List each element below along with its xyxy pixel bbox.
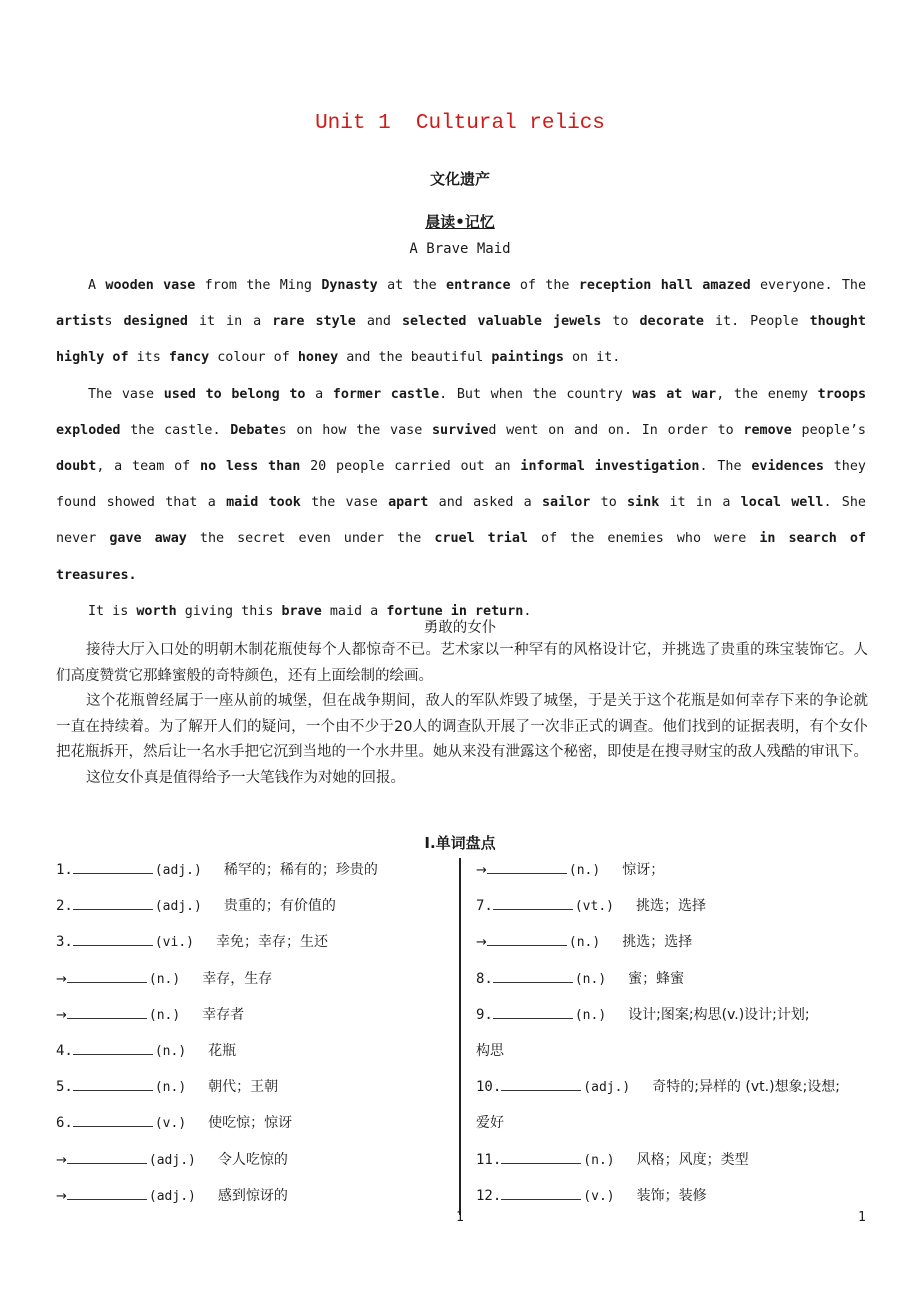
- part-of-speech: (n.): [574, 971, 607, 987]
- page-number-right: 1: [858, 1210, 866, 1225]
- passage-text: it. People: [704, 314, 810, 330]
- part-of-speech: (adj.): [148, 1188, 196, 1204]
- answer-blank[interactable]: [501, 1076, 581, 1091]
- part-of-speech: (n.): [568, 863, 601, 878]
- answer-blank[interactable]: [501, 1149, 581, 1164]
- meaning: 幸存者: [202, 1006, 245, 1023]
- answer-blank[interactable]: [73, 1040, 153, 1055]
- item-number: 12.: [476, 1187, 502, 1204]
- item-number: 7.: [476, 898, 493, 915]
- passage-text: s: [104, 314, 124, 330]
- key-phrase: was at war: [632, 386, 717, 402]
- item-number: 6.: [56, 1115, 73, 1132]
- key-phrase: local well: [740, 495, 824, 511]
- answer-blank[interactable]: [67, 968, 147, 983]
- vocab-item: [476, 1181, 876, 1217]
- passage-text: .: [523, 603, 532, 619]
- part-of-speech: (adj.): [148, 1152, 196, 1168]
- translation-paragraph-1: 接待大厅入口处的明朝木制花瓶使每个人都惊奇不已。艺术家以一种罕有的风格设计它，并挑选了贵重的珠宝装饰它。人们高度赞赏它那蜂蜜般的奇特颜色，还有上面绘制的绘画。: [56, 642, 868, 684]
- key-phrase: fancy: [168, 350, 210, 366]
- passage-text: colour of: [209, 350, 298, 366]
- passage-text: it in a: [659, 495, 741, 511]
- english-passage: [56, 268, 866, 630]
- column-divider: [459, 858, 461, 1215]
- passage-text: the secret even under the: [186, 531, 435, 547]
- part-of-speech: (n.): [148, 971, 181, 987]
- answer-blank[interactable]: [487, 931, 567, 946]
- vocab-item: [476, 855, 876, 891]
- section-heading: 晨读•记忆: [425, 213, 495, 231]
- part-of-speech: (n.): [583, 1152, 615, 1168]
- key-phrase: artist: [56, 314, 105, 330]
- key-phrase: selected valuable jewels: [402, 314, 602, 330]
- translation-title: 勇敢的女仆: [423, 620, 497, 636]
- part-of-speech: (n.): [148, 1007, 181, 1023]
- meaning: 幸免；幸存；生还: [216, 934, 328, 951]
- vocab-item: [476, 1145, 876, 1181]
- passage-paragraph-1: [56, 268, 866, 377]
- vocab-item: [56, 964, 451, 1000]
- key-phrase: brave: [281, 603, 322, 619]
- key-phrase: sailor: [542, 495, 591, 511]
- passage-text: and: [355, 314, 402, 330]
- key-phrase: decorate: [639, 314, 704, 330]
- vocab-item: [476, 927, 876, 963]
- arrow-icon: →: [476, 935, 487, 951]
- part-of-speech: (adj.): [154, 863, 202, 878]
- answer-blank[interactable]: [67, 1185, 147, 1200]
- passage-text: d went on and on. In order to: [488, 422, 744, 438]
- answer-blank[interactable]: [487, 859, 567, 874]
- passage-text: to: [590, 495, 628, 511]
- answer-blank[interactable]: [67, 1004, 147, 1019]
- arrow-icon: →: [56, 1188, 67, 1204]
- key-phrase: designed: [123, 314, 188, 330]
- passage-text: it in a: [187, 314, 273, 330]
- part-of-speech: (adj.): [583, 1080, 631, 1096]
- item-number: 8.: [476, 970, 493, 987]
- answer-blank[interactable]: [493, 968, 573, 983]
- translation-paragraph-3: 这位女仆真是值得给予一大笔钱作为对她的回报。: [86, 769, 405, 786]
- vocab-item: [56, 1145, 451, 1181]
- passage-text: everyone. The: [750, 278, 867, 293]
- passage-text: and asked a: [428, 495, 542, 511]
- item-number: 11.: [476, 1151, 502, 1168]
- passage-text: . The: [699, 459, 752, 475]
- passage-text: they found showed that a: [56, 459, 866, 511]
- passage-text: It is: [88, 603, 137, 619]
- vocab-item: [476, 964, 876, 1000]
- part-of-speech: (vt.): [574, 899, 614, 915]
- key-phrase: survive: [431, 422, 489, 438]
- key-phrase: former castle: [332, 386, 440, 402]
- passage-text: its: [128, 350, 169, 366]
- key-phrase: wooden vase: [105, 278, 196, 293]
- meaning: 稀罕的；稀有的；珍贵的: [223, 862, 378, 878]
- vocab-item: [56, 927, 451, 963]
- passage-text: A: [88, 278, 106, 293]
- passage-text: , a team of: [96, 459, 201, 475]
- key-phrase: troops exploded: [56, 386, 867, 438]
- answer-blank[interactable]: [73, 1076, 153, 1091]
- meaning: 爱好: [476, 1115, 504, 1132]
- translation-paragraph-2: 这个花瓶曾经属于一座从前的城堡，但在战争期间，敌人的军队炸毁了城堡，于是关于这个花瓶是如何幸存下来的争论就一直在持续着。为了解开人们的疑问，一个由不少于20人的调查队开展了一次非正式的调查。他们找到的证据表明，有个女仆把花瓶拆开，然后让一名水手把它沉到当地的一个水井里。她从来没有泄露这个秘密，即使是在搜寻财宝的敌人残酷的审讯下。: [56, 693, 868, 761]
- vocab-item: [476, 1108, 876, 1144]
- part-of-speech: (v.): [583, 1188, 615, 1204]
- meaning: 使吃惊；惊讶: [208, 1115, 293, 1132]
- unit-subtitle: 文化遗产: [429, 170, 490, 188]
- passage-text: The vase: [88, 386, 164, 402]
- key-phrase: paintings: [491, 350, 564, 366]
- key-phrase: remove: [743, 422, 792, 438]
- key-phrase: informal investigation: [520, 459, 700, 475]
- passage-text: 20 people carried out an: [300, 459, 521, 475]
- meaning: 挑选；选择: [636, 898, 706, 915]
- vocab-item: [476, 1000, 876, 1036]
- passage-text: the vase: [300, 495, 389, 511]
- passage-text: from the Ming: [195, 278, 322, 293]
- key-phrase: cruel trial: [434, 531, 528, 547]
- meaning: 令人吃惊的: [217, 1151, 288, 1168]
- key-phrase: apart: [388, 495, 429, 511]
- key-phrase: Dynasty: [321, 278, 378, 293]
- passage-text: , the enemy: [716, 386, 818, 402]
- meaning: 感到惊讶的: [217, 1187, 288, 1204]
- key-phrase: fortune in return: [386, 603, 524, 619]
- key-phrase: doubt: [56, 459, 97, 475]
- meaning: 奇特的;异样的 (vt.)想象;设想;: [652, 1079, 841, 1096]
- passage-text: people’s: [791, 422, 866, 438]
- vocab-item: [476, 891, 876, 927]
- part-of-speech: (n.): [154, 1080, 187, 1096]
- meaning: 惊讶；: [622, 862, 665, 878]
- answer-blank[interactable]: [493, 895, 573, 910]
- arrow-icon: →: [56, 1007, 67, 1023]
- chinese-translation: [56, 638, 868, 792]
- item-number: 5.: [56, 1079, 73, 1096]
- answer-blank[interactable]: [73, 931, 153, 946]
- vocab-item: [56, 1000, 451, 1036]
- vocab-item: [56, 1036, 451, 1072]
- unit-title: Unit 1 Cultural relics: [315, 112, 605, 135]
- meaning: 幸存，生存: [202, 970, 273, 987]
- part-of-speech: (n.): [574, 1007, 607, 1023]
- passage-text: at the: [377, 278, 447, 293]
- meaning: 朝代；王朝: [208, 1079, 279, 1096]
- vocab-item: [56, 1181, 451, 1217]
- item-number: 4.: [56, 1042, 73, 1059]
- item-number: 10.: [476, 1079, 502, 1096]
- key-phrase: used to belong to: [163, 386, 306, 402]
- key-phrase: entrance: [446, 278, 511, 293]
- key-phrase: honey: [297, 350, 339, 366]
- passage-text: of the: [510, 278, 579, 293]
- meaning: 风格；风度；类型: [636, 1151, 749, 1168]
- meaning: 装饰；装修: [636, 1187, 707, 1204]
- key-phrase: evidences: [751, 459, 824, 475]
- answer-blank[interactable]: [73, 859, 153, 874]
- passage-text: . But when the country: [439, 386, 633, 402]
- key-phrase: reception hall amazed: [578, 278, 751, 293]
- key-phrase: worth: [136, 603, 177, 619]
- vocab-left-column: [56, 855, 451, 1217]
- key-phrase: maid took: [226, 495, 301, 511]
- answer-blank[interactable]: [67, 1149, 147, 1164]
- key-phrase: gave away: [109, 531, 187, 547]
- key-phrase: thought highly of: [56, 314, 866, 366]
- meaning: 贵重的；有价值的: [223, 898, 336, 915]
- answer-blank[interactable]: [73, 895, 153, 910]
- passage-text: maid a: [321, 603, 387, 619]
- passage-text: s on how the vase: [278, 422, 432, 438]
- part-of-speech: (n.): [154, 1043, 187, 1059]
- vocab-section-title: Ⅰ.单词盘点: [424, 834, 496, 852]
- passage-text: giving this: [176, 603, 282, 619]
- passage-text: of the enemies who were: [528, 531, 760, 547]
- meaning: 挑选；选择: [622, 934, 693, 951]
- passage-text: to: [601, 314, 640, 330]
- key-phrase: no less than: [200, 459, 301, 475]
- answer-blank[interactable]: [73, 1112, 153, 1127]
- item-number: 9.: [476, 1006, 493, 1023]
- vocab-right-column: [476, 855, 876, 1217]
- arrow-icon: →: [476, 863, 487, 878]
- item-number: 1.: [56, 862, 73, 878]
- vocab-item: [476, 1072, 876, 1108]
- passage-paragraph-2: [56, 377, 866, 594]
- vocab-item: [476, 1036, 876, 1072]
- answer-blank[interactable]: [501, 1185, 581, 1200]
- passage-text: . She never: [56, 495, 866, 547]
- meaning: 构思: [476, 1042, 504, 1059]
- page-number-left: 1: [456, 1210, 464, 1225]
- passage-text: a: [305, 386, 333, 402]
- key-phrase: sink: [627, 495, 660, 511]
- item-number: 3.: [56, 934, 73, 951]
- arrow-icon: →: [56, 971, 67, 987]
- meaning: 花瓶: [208, 1042, 237, 1059]
- story-title: A Brave Maid: [409, 241, 511, 257]
- answer-blank[interactable]: [493, 1004, 573, 1019]
- part-of-speech: (adj.): [154, 899, 202, 915]
- part-of-speech: (vi.): [154, 935, 194, 951]
- passage-text: the castle.: [120, 422, 231, 438]
- item-number: 2.: [56, 898, 73, 915]
- meaning: 蜜；蜂蜜: [628, 970, 685, 987]
- arrow-icon: →: [56, 1152, 67, 1168]
- meaning: 设计;图案;构思(v.)设计;计划;: [628, 1006, 810, 1023]
- vocab-item: [56, 891, 451, 927]
- key-phrase: in search of treasures.: [56, 531, 867, 583]
- passage-text: on it.: [563, 350, 621, 366]
- key-phrase: rare style: [272, 314, 356, 330]
- key-phrase: Debate: [230, 422, 279, 438]
- vocab-item: [56, 1108, 451, 1144]
- part-of-speech: (n.): [568, 935, 601, 951]
- passage-text: and the beautiful: [338, 350, 492, 366]
- vocab-item: [56, 855, 451, 891]
- vocab-item: [56, 1072, 451, 1108]
- part-of-speech: (v.): [154, 1116, 187, 1132]
